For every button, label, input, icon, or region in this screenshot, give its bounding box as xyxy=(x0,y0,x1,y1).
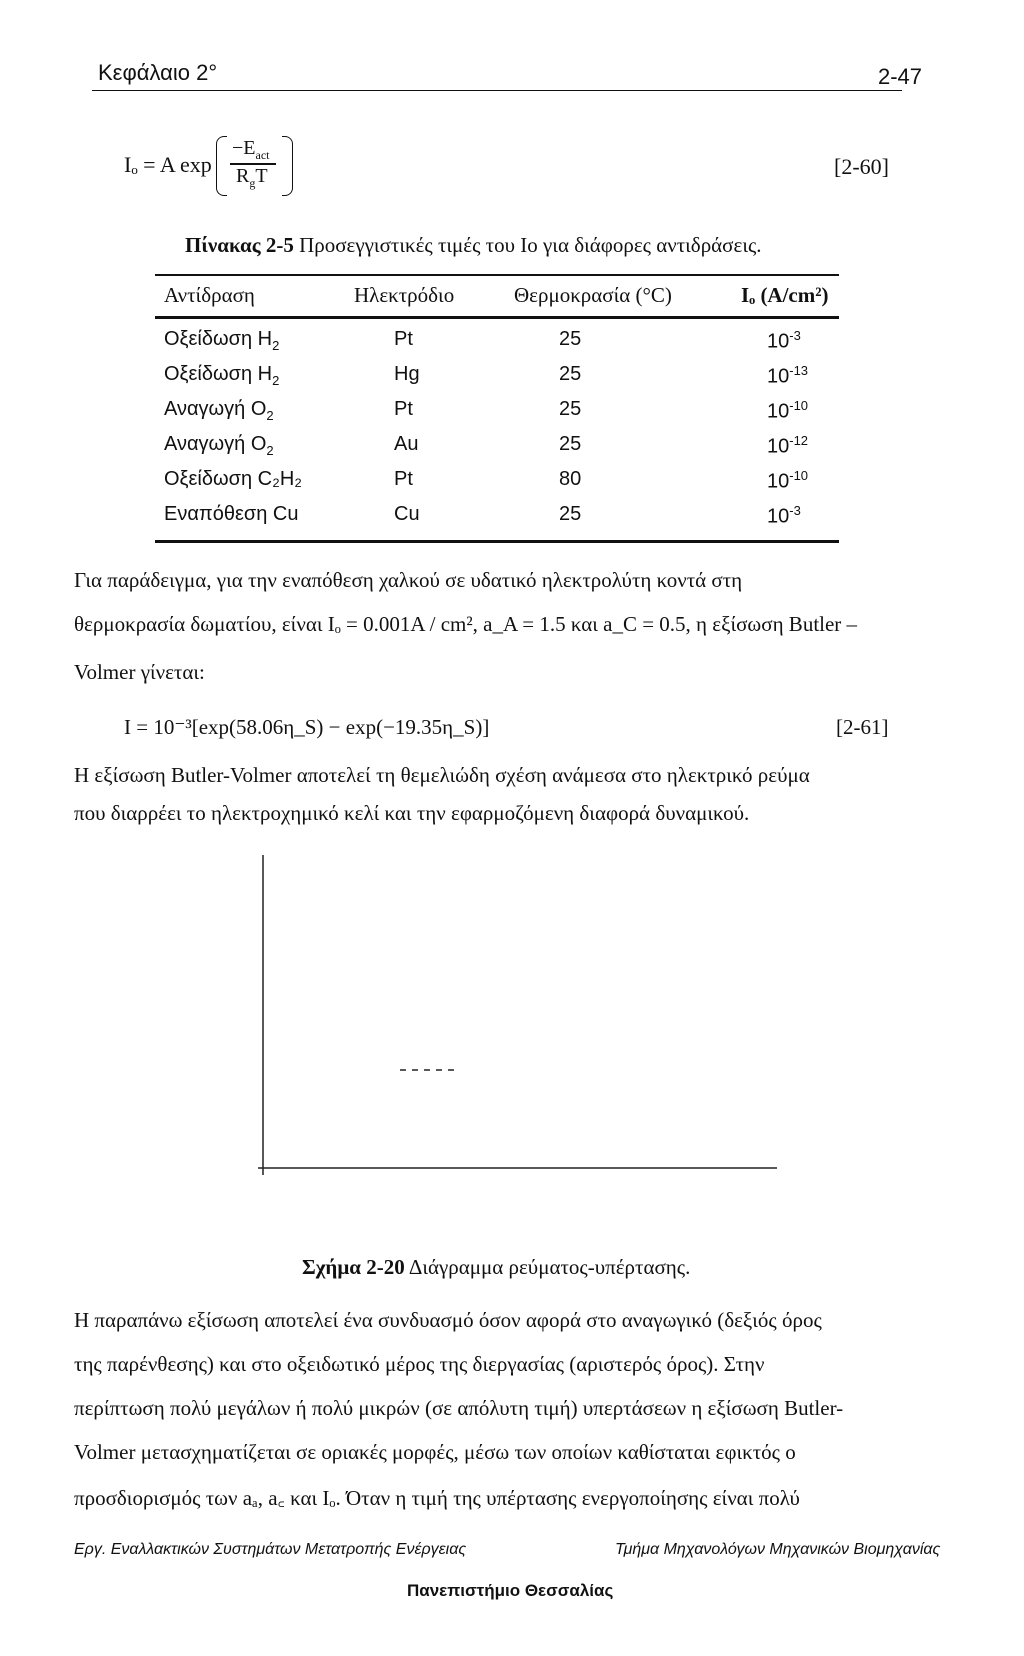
table-cell-temperature: 25 xyxy=(559,433,582,455)
table-top-rule xyxy=(155,274,839,276)
table-caption: Πίνακας 2-5 Προσεγγιστικές τιμές του Io για διάφορες αντιδράσεις. xyxy=(185,233,762,257)
chapter-title: Κεφάλαιο 2° xyxy=(98,60,218,85)
table-cell-temperature: 25 xyxy=(559,328,582,350)
table-cell-electrode: Cu xyxy=(394,503,420,525)
paragraph-line: θερμοκρασία δωματίου, είναι Iₒ = 0.001A / cm², a_A = 1.5 και a_C = 0.5, η εξίσωση Butler – xyxy=(74,612,858,636)
equation-2-60 xyxy=(124,152,212,178)
paragraph-line: προσδιορισμός των aₐ, a꜀ και Iₒ. Όταν η τιμή της υπέρτασης ενεργοποίησης είναι πολύ xyxy=(74,1486,800,1510)
table-cell-current: $10^{-12}$ xyxy=(767,433,809,458)
table-header-electrode: Ηλεκτρόδιο xyxy=(354,283,455,307)
table-header-current: Iₒ (A/cm²) xyxy=(741,283,829,307)
table-cell-reaction: Οξείδωση $H_2$ xyxy=(164,363,280,388)
paragraph-line: περίπτωση πολύ μεγάλων ή πολύ μικρών (σε απόλυτη τιμή) υπερτάσεων η εξίσωση Butler- xyxy=(74,1396,844,1420)
fraction-numerator: $-E_{act}$ xyxy=(232,137,270,162)
table-cell-electrode: Pt xyxy=(394,398,413,420)
table-header-rule xyxy=(155,316,839,319)
table-cell-reaction: Οξείδωση C₂H₂ xyxy=(164,468,303,490)
left-paren xyxy=(216,136,227,196)
paragraph-line: Volmer μετασχηματίζεται σε οριακές μορφές, μέσω των οποίων καθίσταται εφικτός ο xyxy=(74,1440,796,1464)
table-cell-current: $10^{-13}$ xyxy=(767,363,809,388)
figure-caption: Σχήμα 2-20 Διάγραμμα ρεύματος-υπέρτασης. xyxy=(302,1255,691,1279)
footer-university: Πανεπιστήμιο Θεσσαλίας xyxy=(407,1581,614,1600)
fraction-denominator: $R_gT$ xyxy=(236,165,268,190)
table-cell-reaction: Αναγωγή $O_2$ xyxy=(164,433,274,458)
header-rule xyxy=(92,90,902,91)
table-cell-current: $10^{-3}$ xyxy=(767,503,801,528)
table-cell-temperature: 80 xyxy=(559,468,582,490)
table-header-reaction: Αντίδραση xyxy=(164,283,255,307)
table-cell-electrode: Pt xyxy=(394,468,413,490)
paragraph-line: Η παραπάνω εξίσωση αποτελεί ένα συνδυασμό όσον αφορά στο αναγωγικό (δεξιός όρος xyxy=(74,1308,822,1332)
paragraph-line: της παρένθεσης) και στο οξειδωτικό μέρος της διεργασίας (αριστερός όρος). Στην xyxy=(74,1352,765,1376)
table-cell-electrode: Au xyxy=(394,433,419,455)
paragraph-line: που διαρρέει το ηλεκτροχημικό κελί και την εφαρμοζόμενη διαφορά δυναμικού. xyxy=(74,801,750,825)
equation-number: [2-60] xyxy=(834,154,889,179)
footer-lab: Εργ. Εναλλακτικών Συστημάτων Μετατροπής Ενέργειας xyxy=(74,1541,467,1558)
table-cell-reaction: Αναγωγή $O_2$ xyxy=(164,398,274,423)
equation-2-61: I = 10⁻³[exp(58.06η_S) − exp(−19.35η_S)] xyxy=(124,715,490,739)
paragraph-line: Η εξίσωση Butler-Volmer αποτελεί τη θεμελιώδη σχέση ανάμεσα στο ηλεκτρικό ρεύμα xyxy=(74,763,810,787)
table-bottom-rule xyxy=(155,540,839,543)
table-cell-temperature: 25 xyxy=(559,398,582,420)
paragraph-line: Για παράδειγμα, για την εναπόθεση χαλκού σε υδατικό ηλεκτρολύτη κοντά στη xyxy=(74,568,743,592)
table-cell-current: $10^{-3}$ xyxy=(767,328,801,353)
table-cell-temperature: 25 xyxy=(559,363,582,385)
equation-number-61: [2-61] xyxy=(836,715,889,739)
table-cell-current: $10^{-10}$ xyxy=(767,468,809,493)
table-cell-temperature: 25 xyxy=(559,503,582,525)
table-cell-reaction: Οξείδωση $H_2$ xyxy=(164,328,280,353)
footer-department: Τμήμα Μηχανολόγων Μηχανικών Βιομηχανίας xyxy=(615,1541,941,1558)
table-cell-current: $10^{-10}$ xyxy=(767,398,809,423)
table-cell-reaction: Εναπόθεση Cu xyxy=(164,503,299,525)
current-overpotential-figure xyxy=(240,850,780,1190)
page-number: 2-47 xyxy=(878,64,923,89)
paragraph-line: Volmer γίνεται: xyxy=(74,660,205,684)
table-cell-electrode: Hg xyxy=(394,363,420,385)
right-paren xyxy=(282,136,293,196)
table-header-temperature: Θερμοκρασία (°C) xyxy=(514,283,672,307)
equation-lhs: Iₒ = A exp xyxy=(124,152,212,177)
table-cell-electrode: Pt xyxy=(394,328,413,350)
